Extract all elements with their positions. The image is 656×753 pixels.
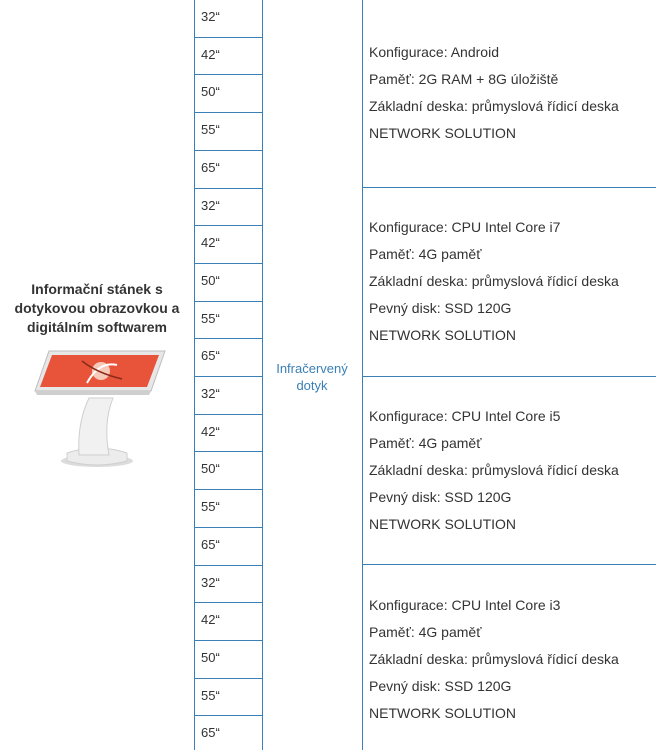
config-line: NETWORK SOLUTION bbox=[369, 327, 517, 343]
size-label: 55“ bbox=[201, 499, 220, 515]
size-label: 55“ bbox=[201, 122, 220, 138]
product-cell bbox=[0, 280, 194, 473]
size-label: 65“ bbox=[201, 536, 220, 552]
grid-line-touch-right bbox=[362, 0, 363, 750]
size-label: 32“ bbox=[201, 9, 220, 24]
size-row-separator bbox=[194, 715, 262, 716]
size-cell bbox=[194, 188, 262, 226]
size-row-separator bbox=[194, 263, 262, 264]
size-row-separator bbox=[194, 414, 262, 415]
size-cell bbox=[194, 715, 262, 753]
size-row-separator bbox=[194, 150, 262, 151]
size-cell bbox=[194, 112, 262, 150]
config-line: Paměť: 4G paměť bbox=[369, 435, 482, 451]
size-label: 32“ bbox=[201, 197, 220, 213]
size-label: 42“ bbox=[201, 423, 220, 439]
config-line: Paměť: 2G RAM + 8G úložiště bbox=[369, 71, 559, 87]
size-label: 65“ bbox=[201, 159, 220, 175]
config-line: Konfigurace: Android bbox=[369, 44, 499, 60]
size-cell bbox=[194, 338, 262, 376]
config-line: NETWORK SOLUTION bbox=[369, 705, 517, 721]
size-cell bbox=[194, 489, 262, 527]
config-line: Základní deska: průmyslová řídicí deska bbox=[369, 651, 619, 667]
product-name-line1: Informační stánek s bbox=[31, 281, 163, 297]
touch-type-line1: Infračervený bbox=[276, 361, 348, 376]
size-cell bbox=[194, 414, 262, 452]
size-row-separator bbox=[194, 188, 262, 189]
size-cell bbox=[194, 602, 262, 640]
product-name-line3: digitálním softwarem bbox=[26, 319, 168, 335]
size-row-separator bbox=[194, 376, 262, 377]
size-cell bbox=[194, 263, 262, 301]
config-line: Základní deska: průmyslová řídicí deska bbox=[369, 273, 619, 289]
config-android bbox=[369, 39, 654, 147]
size-cell bbox=[194, 451, 262, 489]
size-label: 32“ bbox=[201, 386, 220, 401]
config-line: NETWORK SOLUTION bbox=[369, 125, 517, 141]
size-cell bbox=[194, 225, 262, 263]
size-label: 42“ bbox=[201, 235, 220, 251]
config-i3 bbox=[369, 592, 654, 727]
product-name bbox=[0, 280, 194, 337]
touch-type-line2: dotyk bbox=[296, 378, 328, 393]
size-cell bbox=[194, 150, 262, 188]
size-label: 42“ bbox=[201, 612, 220, 628]
touch-type bbox=[262, 360, 362, 394]
size-row-separator bbox=[194, 74, 262, 75]
product-name-line2: dotykovou obrazovkou a bbox=[14, 300, 180, 316]
size-cell bbox=[194, 640, 262, 678]
group-separator-2 bbox=[362, 376, 656, 377]
size-label: 65“ bbox=[201, 348, 220, 364]
size-cell bbox=[194, 527, 262, 565]
size-row-separator bbox=[194, 37, 262, 38]
size-cell bbox=[194, 37, 262, 75]
size-label: 50“ bbox=[201, 84, 220, 100]
size-row-separator bbox=[194, 527, 262, 528]
config-i5 bbox=[369, 403, 654, 538]
size-row-separator bbox=[194, 640, 262, 641]
size-cell bbox=[194, 376, 262, 414]
config-line: Pevný disk: SSD 120G bbox=[369, 678, 512, 694]
config-line: Základní deska: průmyslová řídicí deska bbox=[369, 462, 619, 478]
config-line: Pevný disk: SSD 120G bbox=[369, 489, 512, 505]
size-row-separator bbox=[194, 565, 262, 566]
size-cell bbox=[194, 678, 262, 716]
config-line: NETWORK SOLUTION bbox=[369, 516, 517, 532]
group-separator-1 bbox=[362, 187, 656, 188]
size-cell bbox=[194, 0, 262, 37]
size-label: 55“ bbox=[201, 687, 220, 703]
size-label: 65“ bbox=[201, 725, 220, 741]
size-label: 55“ bbox=[201, 310, 220, 326]
size-row-separator bbox=[194, 602, 262, 603]
size-row-separator bbox=[194, 489, 262, 490]
config-line: Paměť: 4G paměť bbox=[369, 246, 482, 262]
size-cell bbox=[194, 565, 262, 603]
group-separator-3 bbox=[362, 564, 656, 565]
size-row-separator bbox=[194, 112, 262, 113]
config-line: Konfigurace: CPU Intel Core i3 bbox=[369, 597, 561, 613]
config-line: Paměť: 4G paměť bbox=[369, 624, 482, 640]
config-line: Konfigurace: CPU Intel Core i7 bbox=[369, 219, 561, 235]
size-label: 50“ bbox=[201, 272, 220, 288]
size-label: 42“ bbox=[201, 46, 220, 62]
config-i7 bbox=[369, 214, 654, 349]
config-line: Konfigurace: CPU Intel Core i5 bbox=[369, 408, 561, 424]
size-label: 50“ bbox=[201, 649, 220, 665]
size-row-separator bbox=[194, 338, 262, 339]
size-row-separator bbox=[194, 451, 262, 452]
size-row-separator bbox=[194, 225, 262, 226]
size-label: 32“ bbox=[201, 574, 220, 590]
size-label: 50“ bbox=[201, 461, 220, 477]
config-line: Pevný disk: SSD 120G bbox=[369, 300, 512, 316]
size-row-separator bbox=[194, 678, 262, 679]
size-cell bbox=[194, 74, 262, 112]
touch-kiosk-image bbox=[27, 343, 167, 473]
size-row-separator bbox=[194, 301, 262, 302]
config-line: Základní deska: průmyslová řídicí deska bbox=[369, 98, 619, 114]
size-cell bbox=[194, 301, 262, 339]
